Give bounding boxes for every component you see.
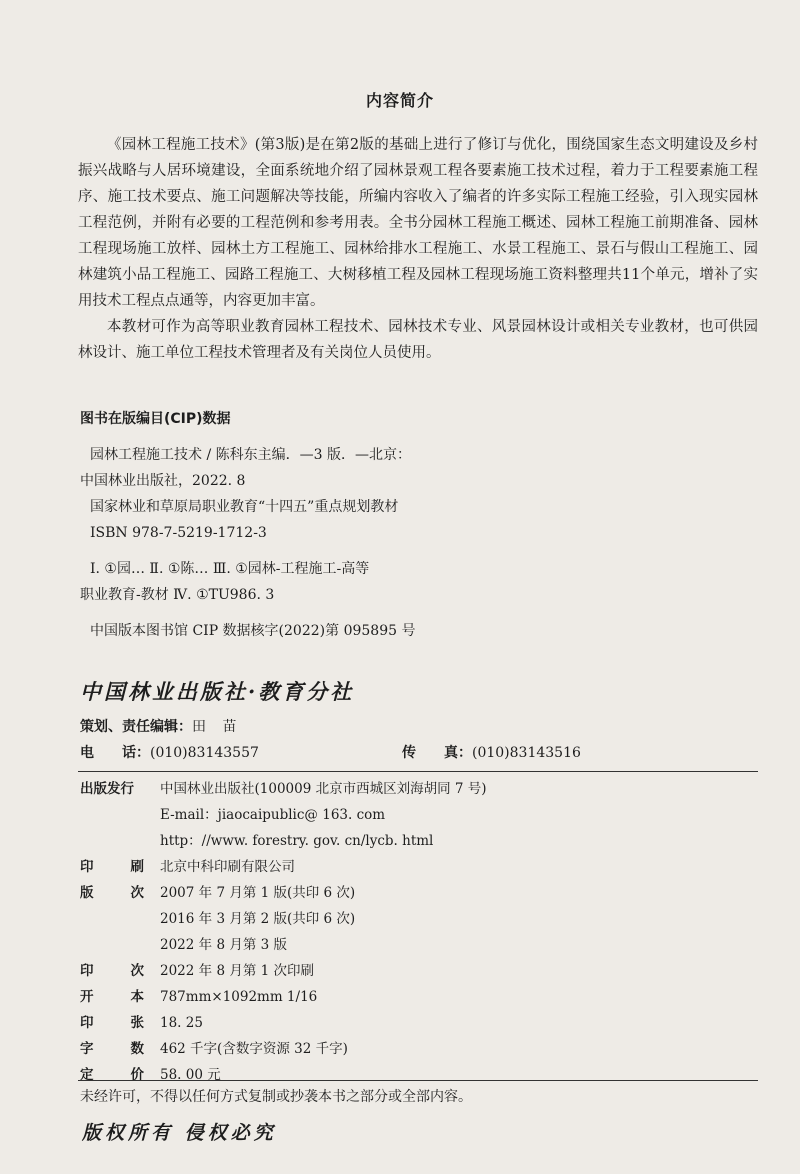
cip-number: 中国版本图书馆 CIP 数据核字(2022)第 095895 号: [90, 623, 416, 639]
edition-label: [80, 880, 144, 906]
cip-line: 中国林业出版社，2022. 8: [80, 473, 246, 489]
format-label: [80, 984, 144, 1010]
label-char: 印: [80, 859, 94, 875]
intro-text: [78, 132, 758, 366]
divider: [78, 771, 758, 772]
label-char: 印: [80, 1015, 94, 1031]
rights-reserved: 版权所有 侵权必究: [82, 1122, 277, 1144]
label-char: 定: [80, 1067, 94, 1083]
editor-label: 策划、责任编辑：: [80, 719, 192, 735]
publisher-name: 中国林业出版社·教育分社: [80, 679, 355, 704]
format-value: 787mm×1092mm 1/16: [160, 989, 318, 1005]
intro-paragraph: 《园林工程施工技术》(第3版)是在第2版的基础上进行了修订与优化，围绕国家生态文明建设及乡村振兴战略与人居环境建设，全面系统地介绍了园林景观工程各要素施工技术过程，着力于工程要素施工程序、施工技术要点、施工问题解决等技能，所编内容收入了编者的许多实际工程施工经验，引入现实园林工程范例，并附有必要的工程范例和参考用表。全书分园林工程施工概述、园林工程施工前期准备、园林工程现场施工放样、园林土方工程施工、园林给排水工程施工、水景工程施工、景石与假山工程施工、园林建筑小品工程施工、园路工程施工、大树移植工程及园林工程现场施工资料整理共11个单元，增补了实用技术工程点点通等，内容更加丰富。: [78, 137, 758, 309]
label-char: 次: [130, 963, 144, 979]
editor-value: 田 苗: [192, 719, 243, 735]
divider: [78, 1080, 758, 1081]
print-label: [80, 854, 144, 880]
edition-value: 2007 年 7 月第 1 版(共印 6 次): [160, 885, 356, 901]
impression-value: 2022 年 8 月第 1 次印刷: [160, 963, 314, 979]
price-label: [80, 1062, 144, 1088]
section-title: 内容简介: [365, 91, 434, 110]
email-value: E-mail：jiaocaipublic@ 163. com: [160, 807, 386, 823]
phone-value: (010)83143557: [150, 745, 259, 761]
label-char: 张: [130, 1015, 144, 1031]
edition-value: 2016 年 3 月第 2 版(共印 6 次): [160, 911, 356, 927]
fax-value: (010)83143516: [472, 745, 581, 761]
edition-value: 2022 年 8 月第 3 版: [160, 937, 287, 953]
cip-line: 园林工程施工技术 / 陈科东主编．—3 版．—北京：: [90, 447, 411, 463]
label-char: 本: [130, 989, 144, 1005]
website-value: http：//www. forestry. gov. cn/lycb. html: [160, 833, 434, 849]
editor-line: [80, 716, 242, 736]
label-char: 价: [130, 1067, 144, 1083]
label-char: 数: [130, 1041, 144, 1057]
label-char: 开: [80, 989, 94, 1005]
cip-heading: 图书在版编目(CIP)数据: [80, 411, 231, 427]
print-value: 北京中科印刷有限公司: [160, 859, 295, 875]
cip-block: [80, 442, 415, 644]
cip-line: Ⅰ. ①园… Ⅱ. ①陈… Ⅲ. ①园林-工程施工-高等: [90, 561, 370, 577]
fax-label: 传 真：: [402, 745, 472, 761]
phone-label: 电 话：: [80, 745, 150, 761]
copy-notice: 未经许可，不得以任何方式复制或抄袭本书之部分或全部内容。: [80, 1089, 472, 1105]
sheets-value: 18. 25: [160, 1015, 203, 1031]
cip-isbn: ISBN 978-7-5219-1712-3: [90, 525, 267, 541]
label-char: 字: [80, 1041, 94, 1057]
impression-label: [80, 958, 144, 984]
publish-label: 出版发行: [80, 781, 134, 797]
label-char: 印: [80, 963, 94, 979]
words-label: [80, 1036, 144, 1062]
label-char: 刷: [130, 859, 144, 875]
fax: [402, 742, 581, 762]
label-char: 次: [130, 885, 144, 901]
intro-paragraph: 本教材可作为高等职业教育园林工程技术、园林技术专业、风景园林设计或相关专业教材，也可供园林设计、施工单位工程技术管理者及有关岗位人员使用。: [78, 319, 758, 361]
words-value: 462 千字(含数字资源 32 千字): [160, 1041, 348, 1057]
sheets-label: [80, 1010, 144, 1036]
label-char: 版: [80, 885, 94, 901]
publish-value: 中国林业出版社(100009 北京市西城区刘海胡同 7 号): [160, 781, 487, 797]
cip-line: 职业教育-教材 Ⅳ. ①TU986. 3: [80, 587, 275, 603]
price-value: 58. 00 元: [160, 1067, 221, 1083]
cip-line: 国家林业和草原局职业教育“十四五”重点规划教材: [90, 499, 399, 515]
contact-line: [80, 742, 581, 762]
